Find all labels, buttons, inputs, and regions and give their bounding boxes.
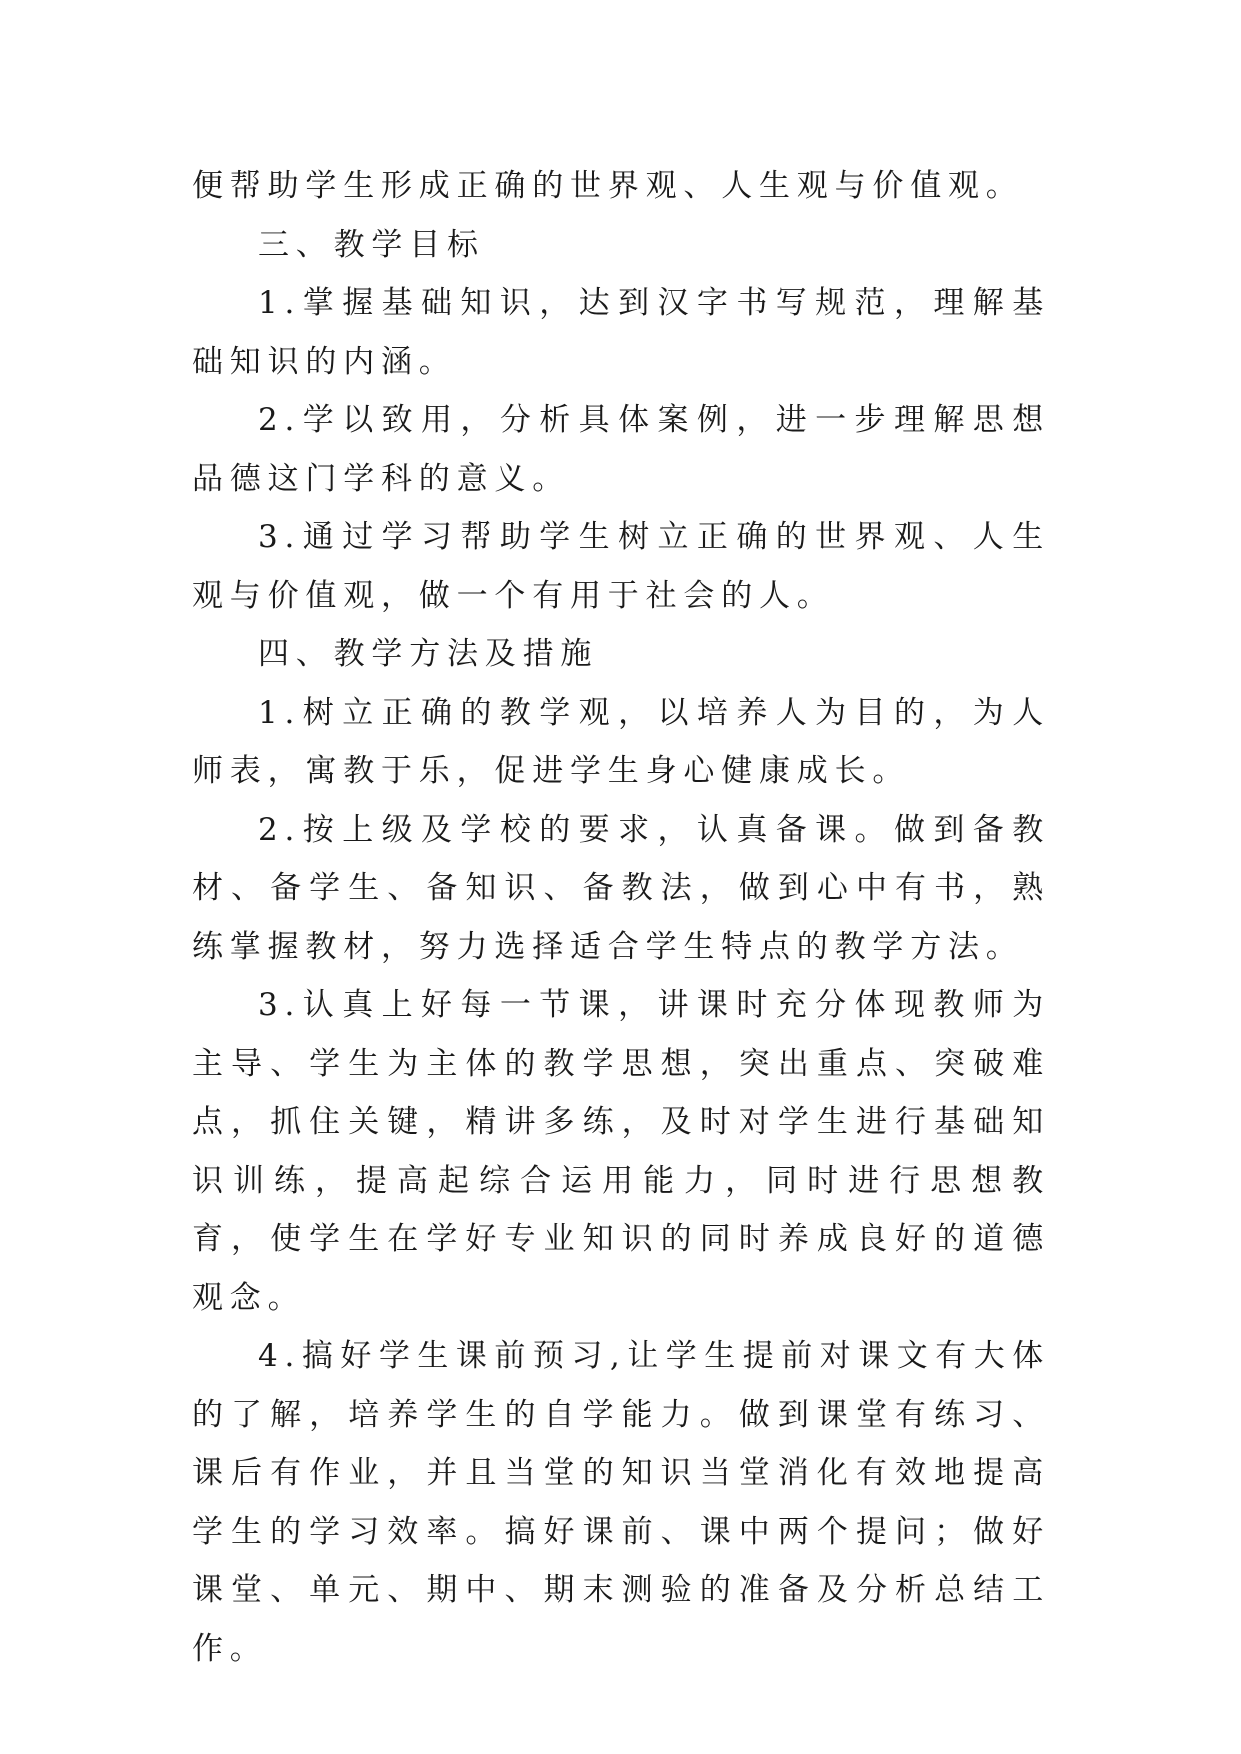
document-body (192, 157, 1050, 1678)
section-heading-teaching-methods: 四、教学方法及措施 (258, 636, 599, 672)
goal-item-2: 2.学以致用，分析具体案例，进一步理解思想品德这门学科的意义。 (192, 402, 1050, 497)
paragraph-continuation: 便帮助学生形成正确的世界观、人生观与价值观。 (192, 168, 1024, 204)
method-item-2: 2.按上级及学校的要求，认真备课。做到备教材、备学生、备知识、备教法，做到心中有书，熟练掌握教材，努力选择适合学生特点的教学方法。 (192, 811, 1050, 965)
method-item-3: 3.认真上好每一节课，讲课时充分体现教师为主导、学生为主体的教学思想，突出重点、突破难点，抓住关键，精讲多练，及时对学生进行基础知识训练，提高起综合运用能力，同时进行思想教育，使学生在学好专业知识的同时养成良好的道德观念。 (192, 987, 1050, 1316)
method-item-1: 1.树立正确的教学观，以培养人为目的，为人师表，寓教于乐，促进学生身心健康成长。 (192, 694, 1050, 789)
section-heading-teaching-goals: 三、教学目标 (258, 226, 485, 263)
goal-item-1: 1.掌握基础知识，达到汉字书写规范，理解基础知识的内涵。 (192, 285, 1050, 380)
goal-item-3: 3.通过学习帮助学生树立正确的世界观、人生观与价值观，做一个有用于社会的人。 (192, 519, 1050, 614)
method-item-4: 4.搞好学生课前预习,让学生提前对课文有大体的了解，培养学生的自学能力。做到课堂有练习、课后有作业，并且当堂的知识当堂消化有效地提高学生的学习效率。搞好课前、课中两个提问；做好课堂、单元、期中、期末测验的准备及分析总结工作。 (192, 1338, 1050, 1667)
